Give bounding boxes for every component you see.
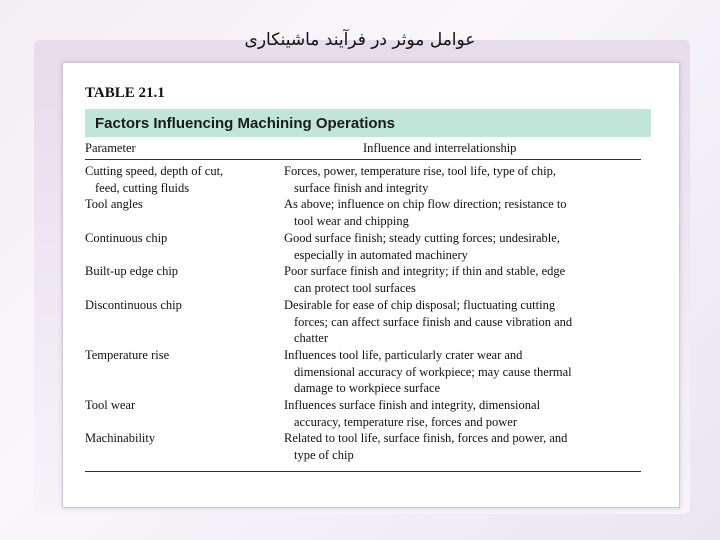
influence-cell: Desirable for ease of chip disposal; fluctuating cutting forces; can affect surface finish and cause vibration and chatter	[284, 298, 573, 345]
parameter-cell: Temperature rise	[85, 348, 170, 362]
table-row	[85, 397, 641, 430]
table-caption: Factors Influencing Machining Operations	[85, 109, 651, 137]
parameter-cell: Tool angles	[85, 197, 143, 211]
table-row	[85, 347, 641, 397]
influence-cell: Related to tool life, surface finish, forces and power, and type of chip	[284, 431, 568, 462]
influence-cell: Good surface finish; steady cutting forces; undesirable, especially in automated machinery	[284, 231, 560, 262]
header-rule	[85, 159, 641, 160]
parameter-cell: Machinability	[85, 431, 156, 445]
parameter-cell: Cutting speed, depth of cut, feed, cutting fluids	[85, 164, 224, 195]
table-row	[85, 263, 641, 297]
table-body	[85, 163, 641, 463]
table-label: TABLE 21.1	[85, 85, 165, 101]
parameter-cell: Continuous chip	[85, 231, 168, 245]
table-row	[85, 163, 641, 196]
parameter-cell: Discontinuous chip	[85, 298, 182, 312]
table-row	[85, 230, 641, 263]
footer-rule	[85, 471, 641, 472]
column-header-parameter: Parameter	[85, 141, 136, 155]
influence-cell: Influences tool life, particularly crater wear and dimensional accuracy of workpiece; may cause thermal damage to workpiece surface	[284, 348, 572, 395]
table-row	[85, 297, 641, 347]
influence-cell: Influences surface finish and integrity, dimensional accuracy, temperature rise, forces and power	[284, 398, 541, 429]
influence-cell: Poor surface finish and integrity; if thin and stable, edge can protect tool surfaces	[284, 264, 566, 295]
parameter-cell: Tool wear	[85, 398, 136, 412]
slide-title: عوامل موثر در فرآیند ماشینکاری	[244, 30, 476, 50]
influence-cell: As above; influence on chip flow direction; resistance to tool wear and chipping	[284, 197, 567, 228]
table-panel	[62, 62, 680, 508]
parameter-cell: Built-up edge chip	[85, 264, 179, 278]
table-row	[85, 196, 641, 230]
column-header-influence: Influence and interrelationship	[363, 141, 517, 155]
table-row	[85, 430, 641, 463]
influence-cell: Forces, power, temperature rise, tool life, type of chip, surface finish and integrity	[284, 164, 556, 195]
